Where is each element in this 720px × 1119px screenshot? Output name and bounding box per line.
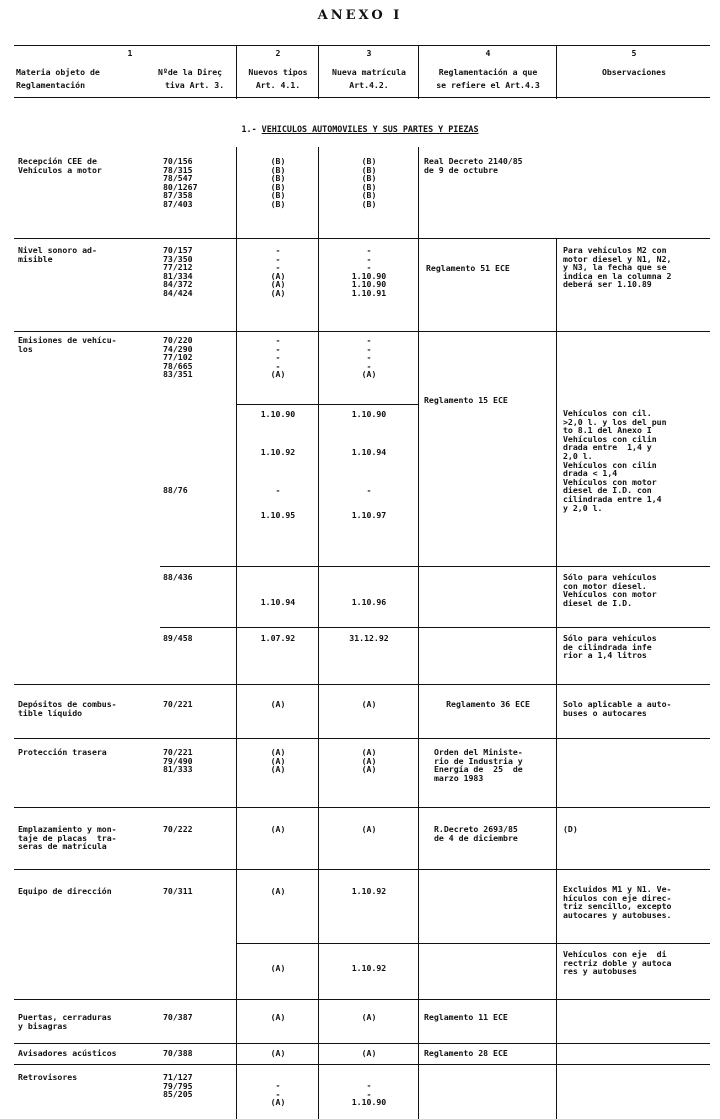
row-new-types: (A) (270, 1048, 286, 1058)
row-rule (14, 738, 710, 739)
row-regulation: Reglamento 36 ECE (446, 699, 530, 709)
row-new-registration: - - - 1.10.90 1.10.90 1.10.91 (351, 245, 387, 298)
row-subject: Puertas, cerraduras y bisagras (18, 1012, 112, 1031)
row-regulation: Reglamento 51 ECE (426, 263, 510, 273)
row-new-types: - - - - (A) (270, 335, 286, 380)
row-new-types: - (275, 485, 281, 495)
row-directives: 70/156 78/315 78/547 80/1267 87/358 87/403 (163, 156, 198, 209)
row-directives: 71/127 79/795 85/205 (163, 1072, 193, 1100)
row-subject: Emplazamiento y mon- taje de placas tra- seras de matrícula (18, 824, 117, 852)
header-col3-line2: Art.4.2. (349, 80, 389, 90)
header-col1b-line2: tiva Art. 3. (165, 80, 225, 90)
row-directives: 70/221 (163, 699, 193, 709)
header-col2-line1: Nuevos tipos (248, 67, 308, 77)
row-regulation: Real Decreto 2140/85 de 9 de octubre (424, 156, 523, 175)
page-title: ANEXO I (317, 8, 403, 23)
row-rule (160, 566, 710, 567)
row-regulation: Reglamento 15 ECE (424, 395, 508, 405)
row-new-types: 1.10.90 (260, 409, 296, 419)
row-rule (160, 627, 710, 628)
row-rule (236, 943, 710, 944)
row-observations: Vehículos con cil. >2,0 l. y los del pun to 8.1 del Anexo I Vehículos con cilin drada entre 1,4 y 2,0 l. Vehículos con cilin drada < 1,4 Vehículos con motor diesel de I.D. con cilindrada entre 1,4 y 2,0 l. (563, 408, 667, 513)
row-new-registration: 1.10.90 (351, 409, 387, 419)
row-directives: 70/222 (163, 824, 193, 834)
row-new-registration: 1.10.92 (351, 886, 387, 896)
row-new-registration: - - - - (A) (361, 335, 377, 380)
row-rule (14, 331, 710, 332)
row-directives: 88/436 (163, 572, 193, 582)
row-rule (14, 238, 710, 239)
row-observations: Vehículos con eje di rectriz doble y autoca res y autobuses (563, 949, 672, 977)
row-new-types: (A) (270, 886, 286, 896)
row-new-registration: - (366, 485, 372, 495)
row-new-registration: (A) (A) (A) (361, 747, 377, 775)
row-regulation: Reglamento 28 ECE (424, 1048, 508, 1058)
header-col3-number: 3 (366, 48, 372, 58)
row-new-types: 1.10.95 (260, 510, 296, 520)
row-new-types: 1.10.94 (260, 597, 296, 607)
column-rule (418, 147, 419, 1119)
header-col2-line2: Art. 4.1. (255, 80, 301, 90)
row-subject: Nivel sonoro ad- misible (18, 245, 97, 264)
header-bottom-rule (14, 97, 710, 98)
row-directives: 89/458 (163, 633, 193, 643)
row-subject: Retrovisores (18, 1072, 78, 1082)
row-observations: Solo aplicable a auto- buses o autocares (563, 699, 672, 718)
row-new-types: 1.07.92 (260, 633, 296, 643)
header-col2-number: 2 (275, 48, 281, 58)
row-subject: Depósitos de combus- tible líquido (18, 699, 117, 718)
row-rule (14, 869, 710, 870)
row-rule (14, 1064, 710, 1065)
row-directives: 70/221 79/490 81/333 (163, 747, 193, 775)
row-regulation: R.Decreto 2693/85 de 4 de diciembre (434, 824, 518, 843)
row-observations: Sólo para vehículos con motor diesel. Vehículos con motor diesel de I.D. (563, 572, 657, 608)
row-rule (236, 404, 418, 405)
row-regulation: Reglamento 11 ECE (424, 1012, 508, 1022)
row-new-registration: (B) (B) (B) (B) (B) (B) (361, 156, 377, 209)
header-col4-line1: Reglamentación a que (438, 67, 538, 77)
row-directives: 88/76 (163, 485, 188, 495)
row-new-registration: 1.10.92 (351, 963, 387, 973)
header-col5-line1: Observaciones (601, 67, 667, 77)
row-directives: 70/387 (163, 1012, 193, 1022)
row-new-registration: - - 1.10.90 (351, 1080, 387, 1108)
row-new-types: (A) (270, 824, 286, 834)
header-col1b-line1: Nºde la Direç (158, 67, 223, 77)
row-new-registration: (A) (361, 824, 377, 834)
row-new-registration: 1.10.97 (351, 510, 387, 520)
row-new-registration: 1.10.96 (351, 597, 387, 607)
row-observations: Excluidos M1 y N1. Ve- hículos con eje direc- triz sencillo, excepto autocares y autobuses. (563, 884, 672, 920)
row-new-types: (A) (270, 699, 286, 709)
row-new-types: 1.10.92 (260, 447, 296, 457)
row-subject: Avisadores acústicos (18, 1048, 117, 1058)
row-subject: Equipo de dirección (18, 886, 112, 896)
row-subject: Recepción CEE de Vehículos a motor (18, 156, 102, 175)
row-observations: Sólo para vehículos de cilindrada infe rior a 1,4 litros (563, 633, 657, 661)
row-directives: 70/157 73/350 77/212 81/334 84/372 84/424 (163, 245, 193, 298)
column-rule (556, 238, 557, 1119)
row-new-registration: 31.12.92 (349, 633, 389, 643)
header-col1-line1: Materia objeto de (16, 67, 100, 77)
row-directives: 70/388 (163, 1048, 193, 1058)
row-observations: Para vehículos M2 con motor diesel y N1, N2, y N3, la fecha que se indica en la columna 2 deberá ser 1.10.89 (563, 245, 672, 290)
row-regulation: Orden del Ministe- rio de Industria y Energía de 25 de marzo 1983 (434, 747, 523, 783)
row-new-registration: (A) (361, 1048, 377, 1058)
section-title: VEHICULOS AUTOMOVILES Y SUS PARTES Y PIEZAS (261, 124, 479, 134)
row-directives: 70/311 (163, 886, 193, 896)
row-new-types: (A) (A) (A) (270, 747, 286, 775)
row-new-types: (A) (270, 1012, 286, 1022)
section-prefix: 1.- (241, 124, 262, 134)
row-new-types: - - (A) (270, 1080, 286, 1108)
row-rule (14, 807, 710, 808)
header-col1-line2: Reglamentación (16, 80, 86, 90)
row-new-types: (B) (B) (B) (B) (B) (B) (270, 156, 286, 209)
row-new-registration: 1.10.94 (351, 447, 387, 457)
row-rule (14, 999, 710, 1000)
row-rule (14, 684, 710, 685)
row-subject: Emisiones de vehícu- los (18, 335, 117, 354)
header-col3-line1: Nueva matrícula (332, 67, 406, 77)
row-rule (14, 1043, 710, 1044)
row-observations: (D) (563, 824, 578, 834)
row-new-types: - - - (A) (A) (A) (270, 245, 286, 298)
row-subject: Protección trasera (18, 747, 107, 757)
section-heading (0, 124, 720, 134)
row-new-registration: (A) (361, 1012, 377, 1022)
row-directives: 70/220 74/290 77/102 78/665 83/351 (163, 335, 193, 380)
row-new-types: (A) (270, 963, 286, 973)
row-new-registration: (A) (361, 699, 377, 709)
header-col4-number: 4 (485, 48, 491, 58)
header-col5-number: 5 (631, 48, 637, 58)
header-col1-number: 1 (127, 48, 133, 58)
header-top-rule (14, 45, 710, 46)
header-col4-line2: se refiere el Art.4.3 (436, 80, 540, 90)
